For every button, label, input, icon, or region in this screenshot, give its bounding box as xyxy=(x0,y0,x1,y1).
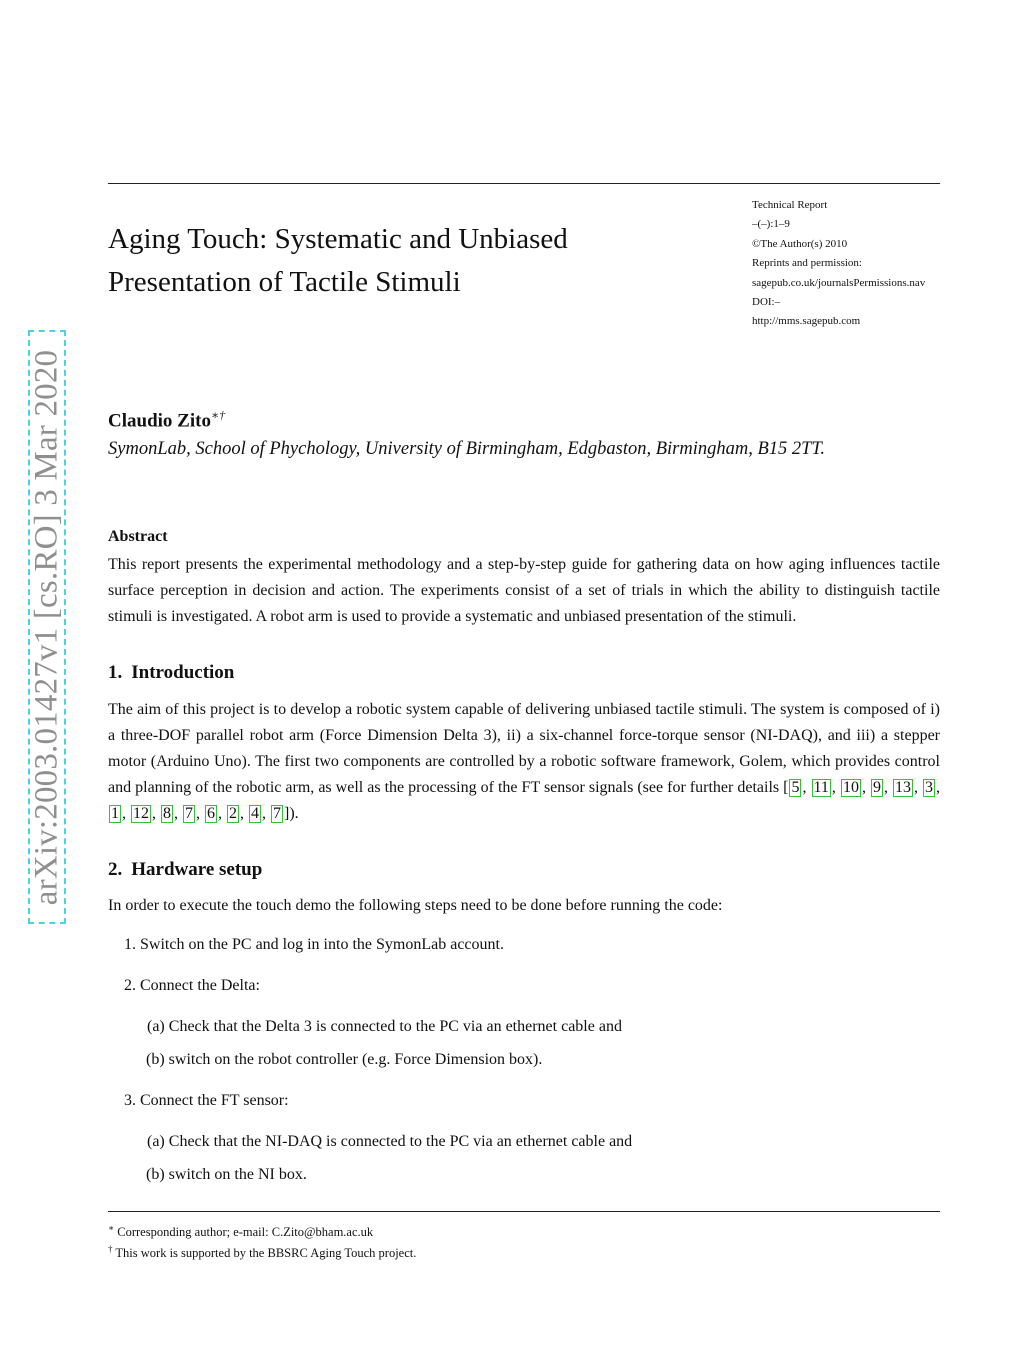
meta-line: Technical Report xyxy=(752,199,828,211)
sub-list-item xyxy=(146,1051,542,1069)
sub-list-item xyxy=(146,1166,307,1184)
list-number: (b) xyxy=(146,1166,165,1183)
list-text: switch on the NI box. xyxy=(168,1166,307,1183)
list-number: 3. xyxy=(124,1092,136,1109)
citation-link[interactable]: 6 xyxy=(207,805,215,822)
list-number: (a) xyxy=(147,1018,165,1035)
list-text: Connect the FT sensor: xyxy=(140,1092,289,1109)
introduction-paragraph: The aim of this project is to develop a robotic system capable of delivering unbiased tactile stimuli. The system is composed of i) a three-DOF parallel robot arm (Force Dimension Delta 3), ii) a six-channel force-torque sensor (NI-DAQ), and iii) a stepper motor (Arduino Uno). The first two components are controlled by a robotic software framework, Golem, which provides control and planning of the robotic arm, as well as the processing of the FT sensor signals (see for further details [ 5 , 11 , 10 , 9 , 13 , 3 , 1 , 12 , 8 , 7 , 6 , 2 , 4 , 7 ]). xyxy=(108,701,941,822)
citation-link[interactable]: 11 xyxy=(813,779,829,796)
list-text: Switch on the PC and log in into the SymonLab account. xyxy=(140,936,504,953)
footnote-mark: ∗ xyxy=(108,1223,115,1233)
author-marks: ∗† xyxy=(210,408,226,422)
top-rule xyxy=(108,183,940,184)
list-text: Check that the NI-DAQ is connected to the PC via an ethernet cable and xyxy=(168,1133,633,1150)
list-number: 2. xyxy=(124,977,136,994)
citation-link[interactable]: 1 xyxy=(111,805,119,822)
meta-line: http://mms.sagepub.com xyxy=(752,315,861,328)
footnote-text: This work is supported by the BBSRC Aging Touch project. xyxy=(115,1246,417,1261)
hardware-intro: In order to execute the touch demo the following steps need to be done before running the code: xyxy=(108,897,723,914)
footnote xyxy=(108,1241,416,1262)
abstract-paragraph: This report presents the experimental methodology and a step-by-step guide for gathering data on how aging influences tactile surface perception in decision and action. The experiments consist of a set of trials in which the ability to distinguish tactile stimuli is investigated. A robot arm is used to provide a systematic and unbiased presentation of the stimuli. xyxy=(108,556,940,625)
citation-link[interactable]: 7 xyxy=(273,805,281,822)
cite-close: ]). xyxy=(284,805,299,822)
meta-line: DOI:– xyxy=(752,296,781,309)
title-line: Aging Touch: Systematic and Unbiased xyxy=(108,223,568,255)
paper-title xyxy=(108,218,708,304)
section-title: Hardware setup xyxy=(131,859,263,880)
footnote-rule xyxy=(108,1211,940,1212)
abstract-text xyxy=(108,552,940,630)
sub-list-item xyxy=(147,1133,632,1151)
citation-link[interactable]: 10 xyxy=(842,779,859,796)
cite-open: [ xyxy=(783,779,789,796)
sub-list-item xyxy=(147,1018,622,1036)
arxiv-id: arXiv:2003.01427v1 [cs.RO] 3 Mar 2020 xyxy=(28,349,65,905)
footnote xyxy=(108,1220,416,1241)
meta-line: Reprints and permission: xyxy=(752,257,862,270)
list-item xyxy=(124,977,260,995)
list-text: Connect the Delta: xyxy=(140,977,260,994)
footnote-text: Corresponding author; e-mail: C.Zito@bham.ac.uk xyxy=(117,1225,374,1240)
citation-link[interactable]: 3 xyxy=(925,779,934,796)
list-number: (b) xyxy=(146,1051,165,1068)
meta-line: ©The Author(s) 2010 xyxy=(752,237,848,250)
abstract-heading: Abstract xyxy=(108,528,168,545)
intro-body: The aim of this project is to develop a robotic system capable of delivering unbiased tactile stimuli. The system is composed of i) a three-DOF parallel robot arm (Force Dimension Delta 3), ii) a six-channel force-torque sensor (NI-DAQ), and iii) a stepper motor (Arduino Uno). The first two components are controlled by a robotic software framework, Golem, which provides control and planning of the robotic arm, as well as the processing of the FT sensor signals (see for further details xyxy=(108,701,940,796)
citation-link[interactable]: 13 xyxy=(895,779,912,796)
section-introduction xyxy=(108,662,234,684)
citation-link[interactable]: 8 xyxy=(163,805,171,822)
footnote-mark: † xyxy=(108,1244,113,1255)
list-number: 1. xyxy=(124,936,136,953)
section-number: 1. xyxy=(108,662,123,683)
list-item xyxy=(124,1092,289,1110)
list-item xyxy=(124,936,504,954)
meta-line: –(–):1–9 xyxy=(752,218,790,231)
citation-link[interactable]: 7 xyxy=(185,805,193,822)
citation-link[interactable]: 12 xyxy=(133,805,149,822)
publication-info xyxy=(752,196,952,332)
title-line: Presentation of Tactile Stimuli xyxy=(108,266,461,298)
author-name: Claudio Zito xyxy=(108,410,211,432)
affiliation: SymonLab, School of Phychology, University of Birmingham, Edgbaston, Birmingham, B15 2TT. xyxy=(108,439,826,459)
author xyxy=(108,408,225,432)
list-number: (a) xyxy=(147,1133,165,1150)
arxiv-stamp[interactable] xyxy=(28,330,66,924)
introduction-text xyxy=(108,697,940,827)
footnotes xyxy=(108,1220,416,1262)
citation-link[interactable]: 5 xyxy=(791,779,800,796)
section-title: Introduction xyxy=(131,662,235,683)
list-text: switch on the robot controller (e.g. Force Dimension box). xyxy=(168,1051,543,1068)
section-hardware-setup xyxy=(108,859,262,881)
citation-link[interactable]: 4 xyxy=(251,805,259,822)
list-text: Check that the Delta 3 is connected to the PC via an ethernet cable and xyxy=(168,1018,622,1035)
meta-line: sagepub.co.uk/journalsPermissions.nav xyxy=(752,276,926,289)
citation-link[interactable]: 2 xyxy=(229,805,237,822)
citation-link[interactable]: 9 xyxy=(872,779,881,796)
section-number: 2. xyxy=(108,859,123,880)
